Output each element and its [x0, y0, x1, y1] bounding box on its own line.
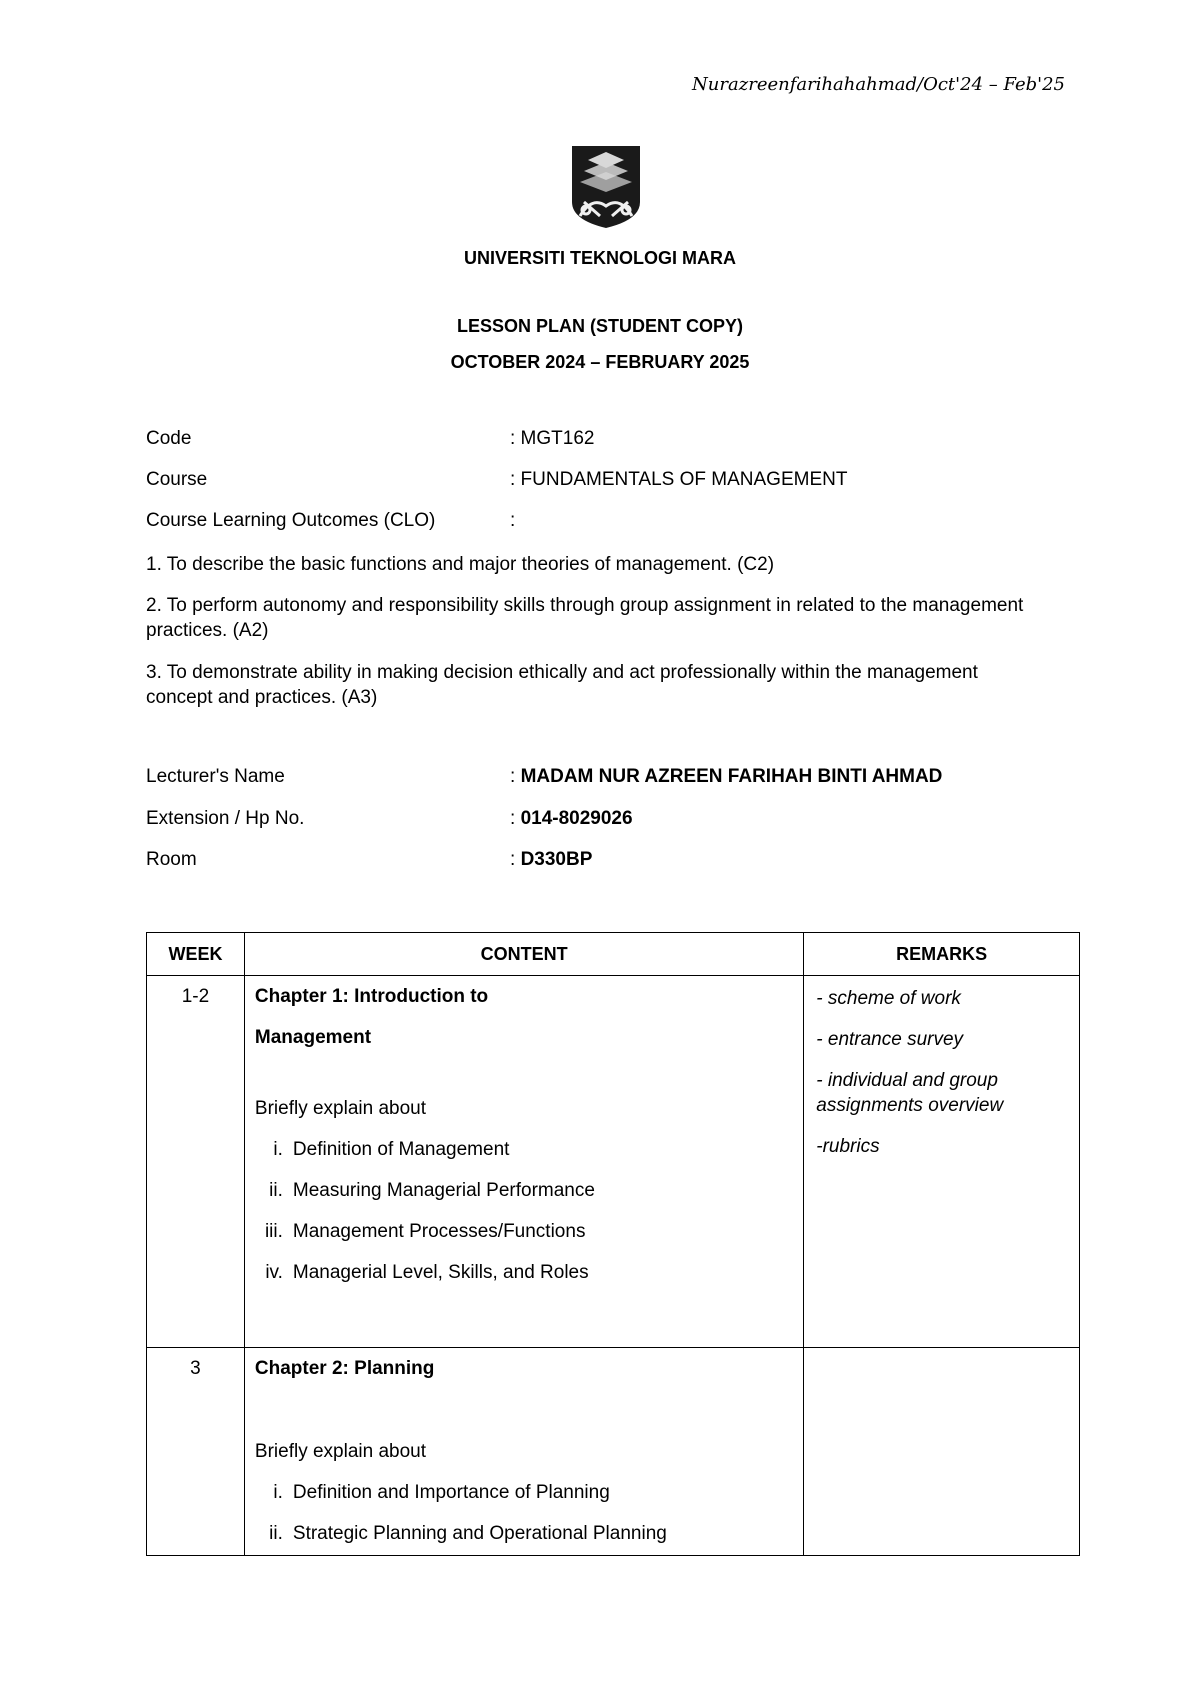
course-label: Course — [146, 469, 208, 490]
brief-intro: Briefly explain about — [254, 1441, 427, 1462]
colon: : — [510, 808, 516, 829]
colon: : — [510, 766, 516, 787]
list-item: iii. Management Processes/Functions — [264, 1221, 586, 1242]
course-value: : FUNDAMENTALS OF MANAGEMENT — [510, 469, 848, 490]
list-item: iv. Managerial Level, Skills, and Roles — [265, 1262, 589, 1283]
list-item: ii. Strategic Planning and Operational Planning — [269, 1523, 667, 1544]
clo-item-1: 1. To describe the basic functions and major theories of management. (C2) — [146, 554, 775, 575]
room-label: Room — [146, 849, 197, 870]
week-cell: 3 — [147, 1348, 245, 1556]
chapter-title: Chapter 2: Planning — [254, 1358, 435, 1379]
extension-value: 014-8029026 — [520, 808, 633, 829]
remark-item: -rubrics — [816, 1136, 880, 1157]
header-week: WEEK — [147, 933, 245, 976]
table-header-row — [147, 933, 1080, 976]
header-content: CONTENT — [244, 933, 803, 976]
clo-label: Course Learning Outcomes (CLO) — [146, 510, 436, 531]
header-remarks: REMARKS — [804, 933, 1080, 976]
table-row — [147, 1348, 1080, 1556]
lecturer-name-label: Lecturer's Name — [146, 766, 285, 787]
code-value: : MGT162 — [510, 428, 595, 449]
colon: : — [510, 849, 516, 870]
table-row — [147, 976, 1080, 1348]
remarks-cell — [804, 976, 1080, 1348]
list-item: i. Definition and Importance of Planning — [273, 1482, 610, 1503]
room-value: D330BP — [520, 849, 593, 870]
topic-list — [255, 1129, 793, 1293]
document-title: LESSON PLAN (STUDENT COPY) — [456, 316, 743, 336]
header-note: Nurazreenfarihahahmad/Oct'24 – Feb'25 — [692, 74, 1065, 95]
clo-colon: : — [510, 510, 516, 531]
content-cell — [244, 1348, 803, 1556]
semester-period: OCTOBER 2024 – FEBRUARY 2025 — [450, 352, 750, 372]
clo-item-3: 3. To demonstrate ability in making decision ethically and act professionally within the management concept and practices. (A3) — [146, 662, 978, 708]
code-label: Code — [146, 428, 192, 449]
extension-label: Extension / Hp No. — [146, 808, 305, 829]
remark-item: - entrance survey — [816, 1029, 964, 1050]
list-item: ii. Measuring Managerial Performance — [269, 1180, 595, 1201]
clo-item-2: 2. To perform autonomy and responsibility skills through group assignment in related to the management practices. (A2) — [146, 595, 1024, 641]
week-cell: 1-2 — [147, 976, 245, 1348]
university-logo — [570, 144, 642, 230]
lesson-plan-table — [146, 932, 1080, 1556]
remarks-cell — [804, 1348, 1080, 1556]
university-name: UNIVERSITI TEKNOLOGI MARA — [463, 248, 736, 268]
lecturer-name-value: MADAM NUR AZREEN FARIHAH BINTI AHMAD — [520, 766, 943, 787]
list-item: i. Definition of Management — [273, 1139, 510, 1160]
topic-list — [255, 1472, 793, 1554]
remark-item: - scheme of work — [816, 988, 961, 1009]
content-cell — [244, 976, 803, 1348]
chapter-title: Chapter 1: Introduction to Management — [254, 986, 489, 1048]
remark-item: - individual and group assignments overview — [816, 1070, 1004, 1116]
brief-intro: Briefly explain about — [254, 1098, 427, 1119]
